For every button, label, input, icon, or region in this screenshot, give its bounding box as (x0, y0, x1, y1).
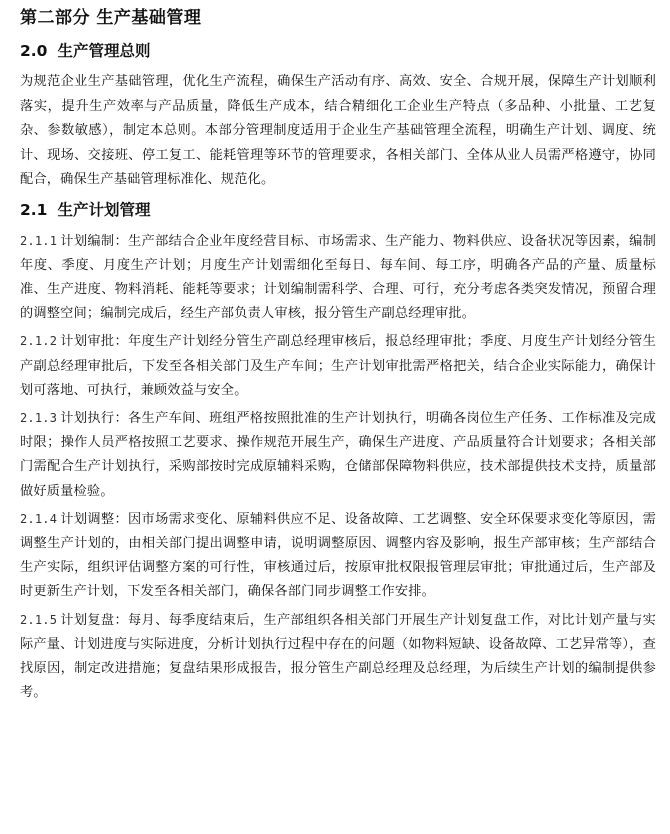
section-2-1-title: 生产计划管理 (57, 200, 151, 219)
clause-number: 2.1.2 (20, 334, 58, 349)
clause-2-1-3 (20, 406, 656, 504)
part-title: 第二部分 生产基础管理 (20, 8, 202, 28)
clause-2-1-4 (20, 507, 656, 605)
clause-number: 2.1.4 (20, 511, 58, 526)
clause-text: 计划审批：年度生产计划经分管生产副总经理审核后，报总经理审批；季度、月度生产计划经分管生产副总经理审批后，下发至各相关部门及生产车间；生产计划审批需严格把关，结合企业实际能力，确保计划可落地、可执行，兼顾效益与安全。 (20, 334, 656, 398)
clause-number: 2.1.5 (20, 612, 58, 627)
clause-number: 2.1.3 (20, 410, 58, 425)
clause-number: 2.1.1 (20, 233, 58, 248)
clause-text: 计划编制：生产部结合企业年度经营目标、市场需求、生产能力、物料供应、设备状况等因素，编制年度、季度、月度生产计划；月度生产计划需细化至每日、每车间、每工序，明确各产品的产量、质量标准、生产进度、物料消耗、能耗等要求；计划编制需科学、合理、可行，充分考虑各类突发情况，预留合理的调整空间；编制完成后，经生产部负责人审核，报分管生产副总经理审批。 (20, 233, 656, 322)
section-2-0-number: 2.0 (20, 42, 48, 60)
clause-text: 计划复盘：每月、每季度结束后，生产部组织各相关部门开展生产计划复盘工作，对比计划产量与实际产量、计划进度与实际进度，分析计划执行过程中存在的问题（如物料短缺、设备故障、工艺异常等），查找原因，制定改进措施；复盘结果形成报告，报分管生产副总经理及总经理，为后续生产计划的编制提供参考。 (20, 612, 656, 701)
section-2-1-number: 2.1 (20, 200, 48, 219)
clause-text: 计划调整：因市场需求变化、原辅料供应不足、设备故障、工艺调整、安全环保要求变化等原因，需调整生产计划的，由相关部门提出调整申请，说明调整原因、调整内容及影响，报生产部审核；生产部结合生产实际，组织评估调整方案的可行性，审核通过后，按原审批权限报管理层审批；审批通过后，生产部及时更新生产计划，下发至各相关部门，确保各部门同步调整工作安排。 (20, 511, 656, 600)
section-2-1-heading (20, 199, 656, 221)
clause-text: 计划执行：各生产车间、班组严格按照批准的生产计划执行，明确各岗位生产任务、工作标准及完成时限；操作人员严格按照工艺要求、操作规范开展生产，确保生产进度、产品质量符合计划要求；各相关部门需配合生产计划执行，采购部按时完成原辅料采购，仓储部保障物料供应，技术部提供技术支持，质量部做好质量检验。 (20, 410, 656, 499)
section-2-0-paragraph: 为规范企业生产基础管理，优化生产流程，确保生产活动有序、高效、安全、合规开展，保障生产计划顺利落实，提升生产效率与产品质量，降低生产成本，结合精细化工企业生产特点（多品种、小批量、工艺复杂、参数敏感），制定本总则。本部分管理制度适用于企业生产基础管理全流程，明确生产计划、调度、统计、现场、交接班、停工复工、能耗管理等环节的管理要求，各相关部门、全体从业人员需严格遵守，协同配合，确保生产基础管理标准化、规范化。 (20, 74, 656, 187)
section-2-0-heading (20, 40, 656, 62)
clause-2-1-1 (20, 229, 656, 327)
clause-2-1-2 (20, 329, 656, 403)
clause-2-1-5 (20, 608, 656, 706)
section-2-0-title: 生产管理总则 (57, 42, 151, 60)
